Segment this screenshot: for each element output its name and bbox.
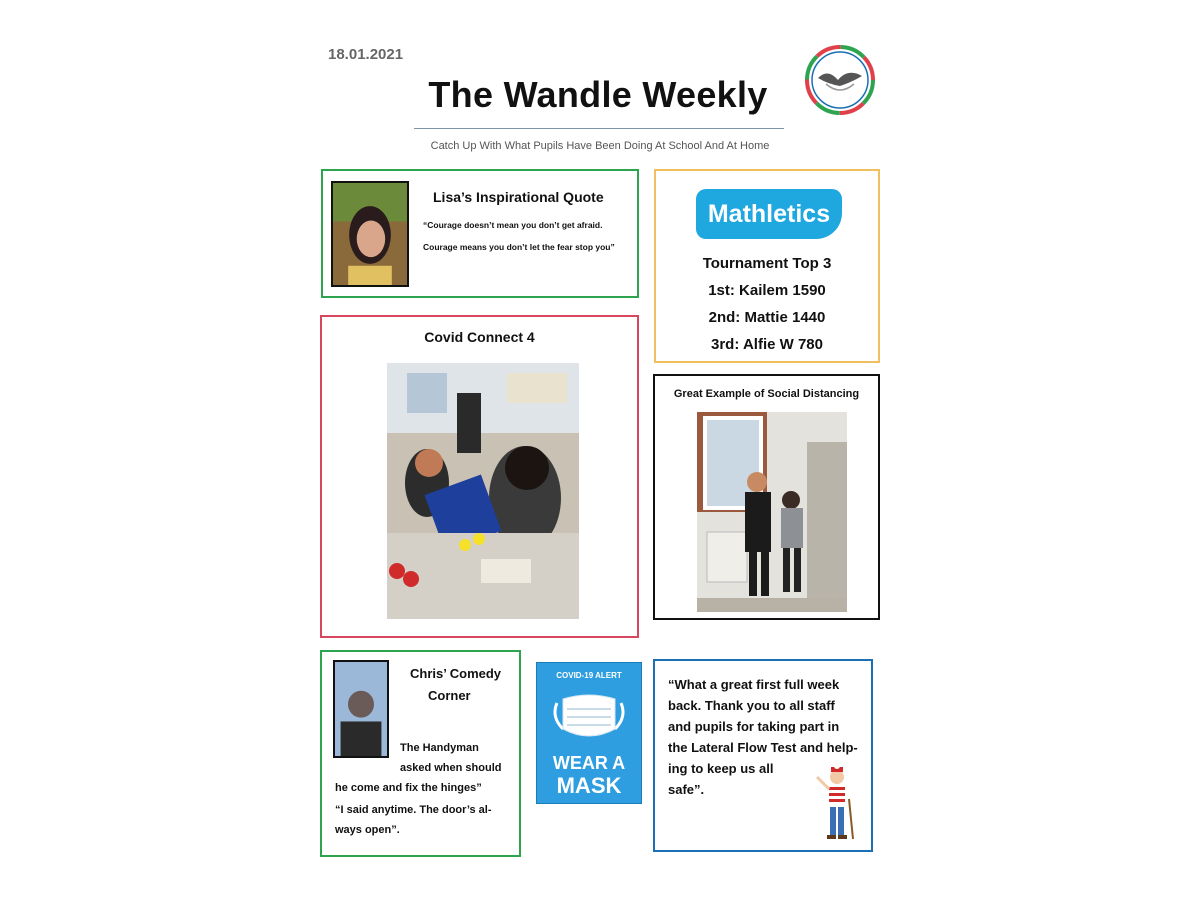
quote-line-1: “Courage doesn’t mean you don’t get afraid. <box>423 220 603 230</box>
title-divider <box>414 128 784 129</box>
chris-photo <box>333 660 389 758</box>
punchline-2: ways open”. <box>335 824 400 836</box>
message-line-5: ing to keep us all <box>668 761 774 776</box>
message-line-1: “What a great first full week <box>668 677 840 692</box>
poster-line-1: WEAR A <box>552 753 626 773</box>
wally-character-icon <box>813 765 863 841</box>
poster-alert: COVID-19 ALERT <box>556 671 622 680</box>
face-mask-icon <box>551 689 627 745</box>
connect4-photo <box>387 363 579 619</box>
distancing-photo <box>697 412 847 612</box>
message-line-3: and pupils for taking part in <box>668 719 840 734</box>
comedy-box <box>320 650 521 857</box>
connect4-box <box>320 315 639 638</box>
tournament-first: 1st: Kailem 1590 <box>708 282 826 299</box>
newsletter-title: The Wandle Weekly <box>428 74 768 115</box>
joke-line-2: asked when should <box>400 762 502 774</box>
joke-line-1: The Handyman <box>400 742 479 754</box>
message-box <box>653 659 873 852</box>
tournament-third: 3rd: Alfie W 780 <box>711 336 823 353</box>
lisa-photo <box>331 181 409 287</box>
distancing-box <box>653 374 880 620</box>
quote-box <box>321 169 639 298</box>
message-line-6: safe”. <box>668 782 705 797</box>
tournament-heading: Tournament Top 3 <box>702 255 832 272</box>
wear-a-mask-poster <box>536 662 642 804</box>
message-line-4: the Lateral Flow Test and help- <box>668 740 858 755</box>
punchline-1: “I said anytime. The door’s al- <box>335 804 492 816</box>
quote-title: Lisa’s Inspirational Quote <box>433 189 604 205</box>
tournament-second: 2nd: Mattie 1440 <box>708 309 826 326</box>
connect4-title: Covid Connect 4 <box>424 329 535 345</box>
comedy-title-2: Corner <box>428 688 471 703</box>
newsletter-subtitle: Catch Up With What Pupils Have Been Doing At School And At Home <box>430 140 770 152</box>
issue-date: 18.01.2021 <box>328 46 404 63</box>
mathletics-box <box>654 169 880 363</box>
poster-line-2: MASK <box>556 773 622 798</box>
joke-line-3: he come and fix the hinges” <box>335 782 482 794</box>
distancing-title: Great Example of Social Distancing <box>673 388 860 400</box>
mathletics-logo: Mathletics <box>696 189 842 239</box>
comedy-title-1: Chris’ Comedy <box>410 666 502 681</box>
quote-line-2: Courage means you don’t let the fear stop you” <box>423 242 615 252</box>
school-logo <box>804 44 876 116</box>
message-line-2: back. Thank you to all staff <box>668 698 835 713</box>
